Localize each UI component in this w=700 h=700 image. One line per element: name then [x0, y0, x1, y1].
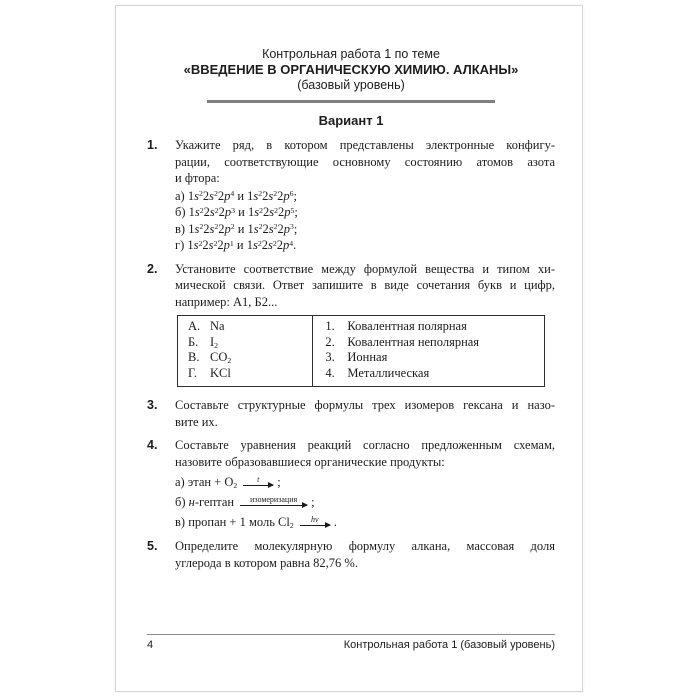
row-value: Na — [210, 319, 225, 333]
table-row — [188, 350, 306, 366]
match-table-substances-column — [178, 316, 313, 386]
header-title-line1: Контрольная работа 1 по теме — [262, 47, 440, 61]
arrow-condition-label: изомеризация — [250, 494, 298, 504]
question-3-number: 3. — [147, 398, 158, 412]
table-row — [188, 335, 306, 351]
reaction-reagents: б) н-гептан — [175, 495, 235, 509]
question-2-body — [175, 261, 555, 391]
page-header — [147, 47, 555, 128]
option-g: г) $1s^22s^22p^1$ и $1s^22s^22p^4$. — [175, 238, 297, 252]
question-2-line: например: А1, Б2... — [175, 294, 278, 309]
question-5-line: Определите молекулярную формулу алкана, массовая доля — [175, 539, 555, 553]
question-5 — [147, 538, 555, 571]
header-title-line2: «ВВЕДЕНИЕ В ОРГАНИЧЕСКУЮ ХИМИЮ. АЛКАНЫ» — [183, 62, 519, 77]
question-2-number: 2. — [147, 261, 158, 276]
row-value: $I_2$ — [210, 334, 219, 350]
option-a: а) $1s^22s^22p^4$ и $1s^22s^22p^6$; — [175, 188, 298, 203]
right-arrow-icon — [240, 505, 307, 506]
arrow-condition-label: hν — [310, 514, 319, 524]
row-key: 4. — [325, 365, 335, 380]
reaction-arrow — [243, 475, 273, 486]
reaction-punctuation: ; — [311, 495, 315, 509]
question-3-line: вите их. — [175, 414, 218, 429]
reaction-arrow — [300, 515, 330, 526]
arrow-condition-label: t — [257, 474, 260, 484]
reaction-reagents: в) пропан + 1 моль $Cl_2$ — [175, 515, 294, 531]
row-value: Ковалентная полярная — [347, 319, 467, 333]
row-key: 2. — [325, 334, 335, 349]
running-title: Контрольная работа 1 (базовый уровень) — [343, 639, 555, 651]
row-value: Ковалентная неполярная — [347, 334, 480, 349]
reaction-reagents: а) этан + $O_2$ — [175, 475, 238, 491]
reaction-arrow — [240, 495, 307, 506]
page-footer — [147, 634, 555, 652]
table-row — [325, 366, 538, 382]
header-rule — [207, 100, 495, 103]
question-2-line: Установите соответствие между формулой вещества и типом хи- — [175, 261, 555, 276]
question-5-line: углерода в котором равна 82,76 %. — [175, 555, 358, 570]
reaction-row-c — [175, 514, 555, 531]
row-value: Ионная — [347, 350, 388, 364]
row-key: В. — [188, 350, 200, 364]
book-page — [115, 5, 583, 692]
question-1-options — [175, 188, 555, 254]
right-arrow-icon — [243, 485, 273, 486]
question-2-line: мической связи. Ответ запишите в виде сочетания букв и цифр, — [175, 278, 555, 292]
question-1-number: 1. — [147, 138, 158, 152]
question-4-line: назовите образовавшиеся органические продукты: — [175, 454, 445, 469]
question-list — [147, 137, 555, 571]
question-4-body — [175, 437, 555, 531]
row-key: Г. — [188, 365, 197, 380]
right-arrow-icon — [300, 525, 330, 526]
question-1-line: рации, соответствующие основному состоянию атомов азота — [175, 154, 555, 169]
question-5-number: 5. — [147, 539, 158, 553]
match-table — [177, 315, 545, 387]
table-row — [325, 319, 538, 335]
option-v: в) $1s^22s^22p^2$ и $1s^22s^22p^3$; — [175, 221, 298, 236]
table-row — [188, 319, 306, 335]
question-4-number: 4. — [147, 438, 158, 452]
question-1-line: Укажите ряд, в котором представлены электронные конфигу- — [175, 138, 555, 152]
question-1-body — [175, 137, 555, 254]
page-number: 4 — [147, 639, 154, 651]
question-2 — [147, 261, 555, 391]
row-key: 1. — [325, 319, 335, 333]
question-5-body — [175, 538, 555, 571]
reaction-row-a — [175, 474, 555, 491]
question-3-body — [175, 397, 555, 430]
row-key: Б. — [188, 334, 199, 349]
reaction-punctuation: . — [333, 515, 337, 529]
row-value: KCl — [210, 365, 231, 380]
row-value: $CO_2$ — [210, 350, 232, 366]
reaction-punctuation: ; — [277, 475, 281, 489]
question-1-line: и фтора: — [175, 171, 220, 185]
table-row — [188, 366, 306, 382]
table-row — [325, 350, 538, 366]
question-3-line: Составьте структурные формулы трех изомеров гексана и назо- — [175, 398, 555, 412]
row-value: Металлическая — [347, 365, 430, 380]
question-4-line: Составьте уравнения реакций согласно предложенным схемам, — [175, 438, 555, 452]
question-1 — [147, 137, 555, 254]
row-key: 3. — [325, 350, 335, 364]
variant-title: Вариант 1 — [318, 113, 384, 128]
match-table-bond-types-column — [313, 316, 544, 386]
question-3 — [147, 397, 555, 430]
option-b: б) $1s^22s^22p^3$ и $1s^22s^22p^5$; — [175, 205, 298, 219]
reaction-row-b — [175, 494, 555, 511]
table-row — [325, 335, 538, 351]
header-title-line3: (базовый уровень) — [297, 78, 405, 92]
question-4 — [147, 437, 555, 531]
reaction-schemes — [175, 474, 555, 531]
row-key: А. — [188, 319, 201, 333]
footer-rule — [147, 634, 555, 635]
